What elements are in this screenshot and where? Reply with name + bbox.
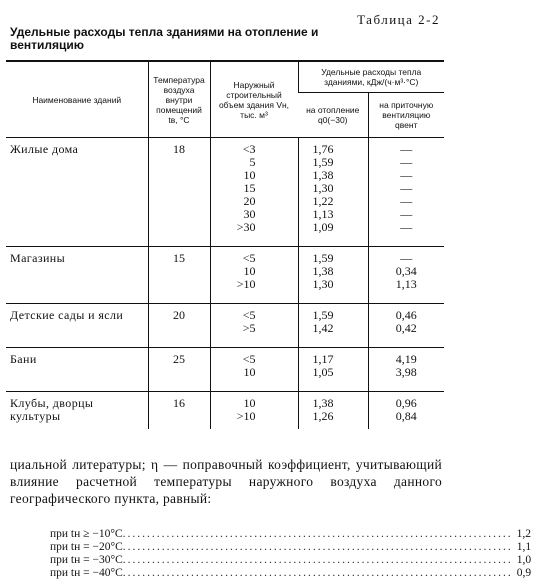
heating-value: 1,38 — [312, 396, 334, 410]
ventilation-value: 0,84 — [395, 409, 417, 423]
col-header-volume: Наружный строительный объем здания Vн, тыс. м³ — [210, 61, 298, 138]
factor-value: 0,9 — [516, 567, 532, 579]
heating-cell — [298, 138, 368, 247]
heating-cell — [298, 247, 368, 304]
volume-value: <5 — [242, 251, 256, 265]
ventilation-cell — [368, 392, 444, 430]
volume-value: <3 — [242, 142, 256, 156]
volume-value: <5 — [242, 308, 256, 322]
building-name-cell: Магазины — [6, 247, 148, 304]
ventilation-value: — — [400, 142, 413, 156]
heating-value: 1,38 — [312, 264, 334, 278]
heating-value: 1,42 — [312, 321, 334, 335]
heating-cell — [298, 304, 368, 348]
table-row — [6, 138, 444, 247]
heating-value: 1,30 — [312, 277, 334, 291]
table-row — [6, 247, 444, 304]
heating-cell — [298, 392, 368, 430]
table-title: Удельные расходы тепла зданиями на отопление и вентиляцию — [10, 25, 319, 52]
factor-condition: при tн = −40°С — [50, 567, 123, 579]
ventilation-value: 4,19 — [395, 352, 417, 366]
temperature-cell: 15 — [148, 247, 210, 304]
heating-value: 1,22 — [312, 194, 334, 208]
col-header-heating: на отопление q0(−30) — [298, 93, 368, 138]
ventilation-value: — — [400, 155, 413, 169]
volume-value: 5 — [249, 155, 256, 169]
factor-row — [50, 541, 532, 554]
ventilation-value: 0,96 — [395, 396, 417, 410]
ventilation-cell — [368, 138, 444, 247]
dot-leader: ................................................................................ — [122, 554, 513, 566]
col-header-ventilation: на приточную вентиляцию qвент — [368, 93, 444, 138]
factor-row — [50, 528, 531, 541]
temperature-cell: 25 — [148, 348, 210, 392]
heating-value: 1,26 — [312, 409, 334, 423]
heating-value: 1,59 — [312, 155, 334, 169]
ventilation-value: 3,98 — [395, 365, 417, 379]
heating-value: 1,59 — [312, 251, 334, 265]
factor-row — [50, 567, 532, 580]
table-row — [6, 392, 444, 430]
table-body — [6, 138, 444, 430]
temperature-cell: 20 — [148, 304, 210, 348]
volume-value: 10 — [243, 365, 256, 379]
temperature-cell: 16 — [148, 392, 210, 430]
volume-value: 10 — [243, 168, 256, 182]
dot-leader: ................................................................................ — [122, 541, 513, 553]
ventilation-value: — — [400, 168, 413, 182]
heating-value: 1,30 — [312, 181, 334, 195]
volume-value: 15 — [243, 181, 256, 195]
ventilation-value: — — [400, 251, 413, 265]
factor-value: 1,1 — [516, 541, 532, 553]
volume-cell — [210, 247, 298, 304]
ventilation-value: 0,46 — [395, 308, 417, 322]
heating-value: 1,09 — [312, 220, 334, 234]
dot-leader: ................................................................................ — [122, 528, 513, 540]
correction-factor-list — [50, 528, 532, 580]
factor-condition: при tн = −20°С — [50, 541, 123, 553]
volume-value: 20 — [243, 194, 256, 208]
body-paragraph: циальной литературы; η — поправочный коэффициент, учитывающий влияние расчетной температуры наружного воздуха данного географического пункта, равный: — [10, 457, 442, 506]
ventilation-cell — [368, 247, 444, 304]
dot-leader: ................................................................................ — [122, 567, 513, 579]
heat-consumption-table — [6, 60, 444, 429]
ventilation-value: 0,42 — [395, 321, 417, 335]
volume-cell — [210, 348, 298, 392]
col-header-specific-group: Удельные расходы тепла зданиями, кДж/(ч·м³·°С) — [298, 61, 444, 93]
temperature-cell: 18 — [148, 138, 210, 247]
building-name-cell: Детские сады и ясли — [6, 304, 148, 348]
volume-cell — [210, 138, 298, 247]
factor-value: 1,2 — [516, 528, 531, 540]
ventilation-value: — — [400, 207, 413, 221]
ventilation-value: — — [400, 220, 413, 234]
volume-value: >10 — [236, 277, 256, 291]
heating-value: 1,38 — [312, 168, 334, 182]
heating-value: 1,13 — [312, 207, 334, 221]
ventilation-value: — — [400, 194, 413, 208]
factor-row — [50, 554, 532, 567]
table-row — [6, 304, 444, 348]
table-row — [6, 348, 444, 392]
ventilation-value: 1,13 — [395, 277, 417, 291]
volume-value: >5 — [242, 321, 256, 335]
volume-value: 10 — [243, 396, 256, 410]
building-name-cell: Жилые дома — [10, 142, 79, 156]
volume-value: 10 — [243, 264, 256, 278]
table-number: Таблица 2-2 — [357, 12, 440, 27]
factor-condition: при tн ≥ −10°С — [50, 528, 123, 540]
heating-value: 1,59 — [312, 308, 334, 322]
col-header-temperature: Температура воздуха внутри помещений tв, °С — [148, 61, 210, 138]
heating-cell — [298, 348, 368, 392]
factor-value: 1,0 — [516, 554, 532, 566]
col-header-name: Наименование зданий — [6, 61, 148, 138]
volume-value: >10 — [236, 409, 256, 423]
volume-cell — [210, 392, 298, 430]
ventilation-cell — [368, 304, 444, 348]
volume-cell — [210, 304, 298, 348]
volume-value: 30 — [243, 207, 256, 221]
building-name-cell: Клубы, дворцы культуры — [6, 392, 148, 430]
factor-condition: при tн = −30°С — [50, 554, 123, 566]
building-name-cell: Бани — [6, 348, 148, 392]
ventilation-value: 0,34 — [395, 264, 417, 278]
volume-value: <5 — [242, 352, 256, 366]
heating-value: 1,76 — [312, 142, 334, 156]
ventilation-cell — [368, 348, 444, 392]
ventilation-value: — — [400, 181, 413, 195]
volume-value: >30 — [236, 220, 256, 234]
heating-value: 1,17 — [312, 352, 334, 366]
heating-value: 1,05 — [312, 365, 334, 379]
